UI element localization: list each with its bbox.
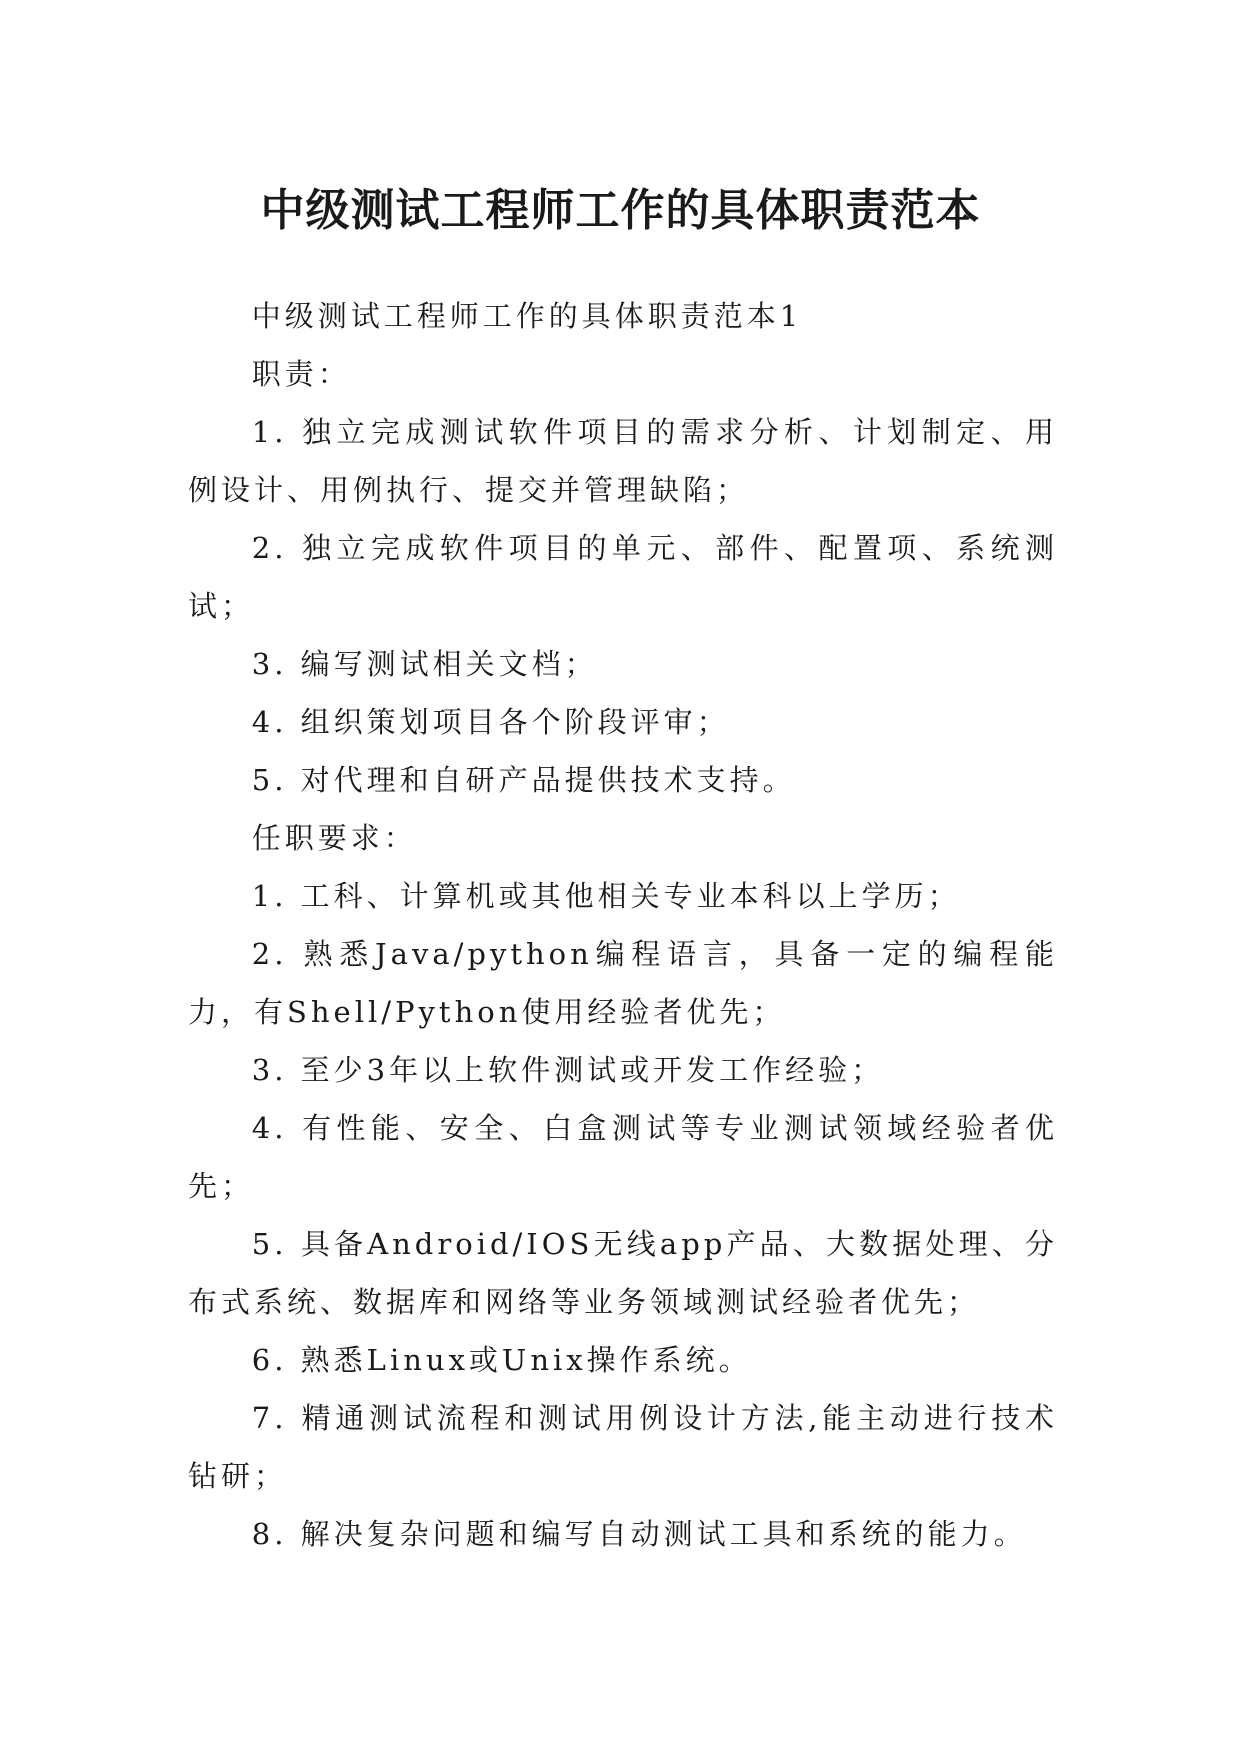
duties-heading: 职责： [251,357,351,391]
document-body [188,287,1058,1563]
requirement-item-1: 1. 工科、计算机或其他相关专业本科以上学历； [251,879,961,913]
requirement-item-8: 8. 解决复杂问题和编写自动测试工具和系统的能力。 [251,1517,1027,1551]
duty-item-2: 2. 独立完成软件项目的单元、部件、配置项、系统测试； [188,531,1058,623]
section-heading: 中级测试工程师工作的具体职责范本1 [251,299,803,333]
requirement-item-3: 3. 至少3年以上软件测试或开发工作经验； [251,1053,885,1087]
requirements-heading: 任职要求： [251,821,417,855]
requirement-item-2: 2. 熟悉Java/python编程语言，具备一定的编程能力，有Shell/Python使用经验者优先； [188,937,1058,1029]
requirement-item-6: 6. 熟悉Linux或Unix操作系统。 [251,1343,752,1377]
requirement-item-5: 5. 具备Android/IOS无线app产品、大数据处理、分布式系统、数据库和网络等业务领域测试经验者优先； [188,1227,1058,1319]
requirement-item-7: 7. 精通测试流程和测试用例设计方法,能主动进行技术钻研； [188,1401,1058,1493]
requirement-item-4: 4. 有性能、安全、白盒测试等专业测试领域经验者优先； [188,1111,1058,1203]
duty-item-4: 4. 组织策划项目各个阶段评审； [251,705,730,739]
duty-item-3: 3. 编写测试相关文档； [251,647,598,681]
duty-item-5: 5. 对代理和自研产品提供技术支持。 [251,763,796,797]
document-title: 中级测试工程师工作的具体职责范本 [260,185,981,237]
duty-item-1: 1. 独立完成测试软件项目的需求分析、计划制定、用例设计、用例执行、提交并管理缺陷； [188,415,1058,507]
